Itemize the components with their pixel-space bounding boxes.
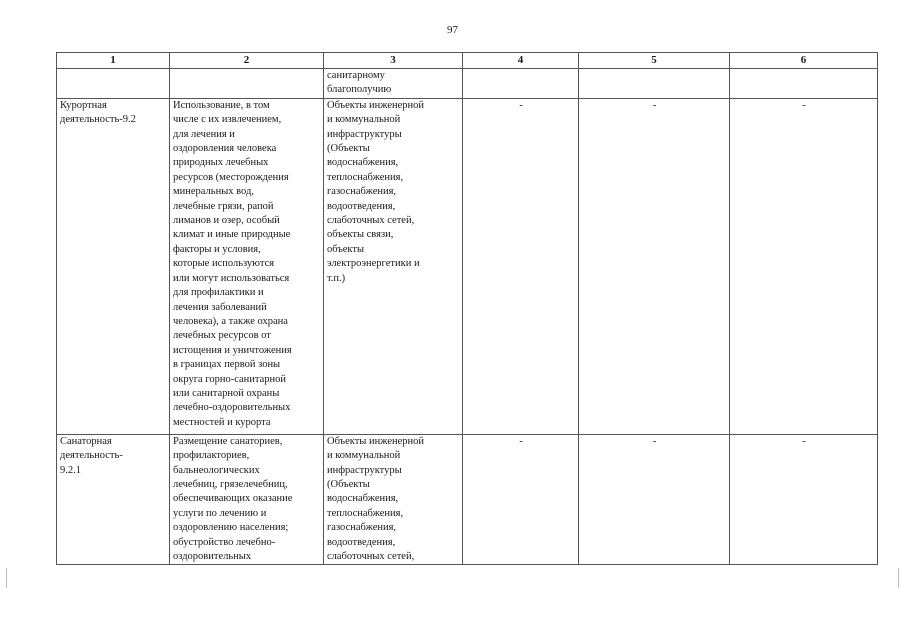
cell-text-line: обустройство лечебно-: [173, 536, 276, 548]
cell-text-line: газоснабжения,: [327, 522, 397, 534]
cell-text-line: для профилактики и: [173, 287, 264, 299]
row-description-cell: [170, 69, 324, 99]
row-objects-cell: [324, 69, 463, 99]
cell-text-line: бальнеологических: [173, 464, 260, 476]
column-header-2: 2: [170, 53, 324, 69]
page-number: 97: [447, 24, 458, 36]
cell-text-line: которые используются: [173, 258, 275, 270]
cell-text-line: местностей и курорта: [173, 416, 271, 428]
table-row: [57, 69, 878, 99]
cell-text-line: т.п.): [327, 272, 346, 284]
cell-text-line: истощения и уничтожения: [173, 344, 292, 356]
cell-text-line: факторы и условия,: [173, 243, 261, 255]
cell-text-line: оздоровительных: [173, 551, 252, 563]
cell-text-line: водоснабжения,: [327, 493, 399, 505]
cell-text-line: и коммунальной: [327, 450, 401, 462]
cell-text-line: лиманов и озер, особый: [173, 215, 280, 227]
cell-text-line: водоотведения,: [327, 536, 396, 548]
column-header-4: 4: [463, 53, 579, 69]
row-description-cell: [170, 434, 324, 565]
document-table: [56, 52, 878, 565]
cell-text-line: Объекты инженерной: [327, 435, 425, 447]
row-description-cell: [170, 98, 324, 434]
cell-text-line: водоотведения,: [327, 200, 396, 212]
row-name-cell: [57, 69, 170, 99]
cell-text-line: климат и иные природные: [173, 229, 291, 241]
column-header-5: 5: [579, 53, 730, 69]
cell-text-line: деятельность-: [60, 450, 123, 462]
cell-text-line: для лечения и: [173, 128, 235, 140]
cell-text-line: человека), а также охрана: [173, 315, 288, 327]
cell-text-line: и коммунальной: [327, 114, 401, 126]
cell-text-line: Санаторная: [60, 435, 112, 447]
row-objects-cell: [324, 98, 463, 434]
cell-text-line: Курортная: [60, 99, 107, 111]
row-col5-cell: -: [579, 434, 730, 565]
cell-text-line: обеспечивающих оказание: [173, 493, 293, 505]
row-col4-cell: [463, 69, 579, 99]
cell-text-line: инфраструктуры: [327, 464, 402, 476]
column-header-1: 1: [57, 53, 170, 69]
cell-text-line: водоснабжения,: [327, 157, 399, 169]
cell-text-line: Размещение санаториев,: [173, 435, 283, 447]
cell-text-line: теплоснабжения,: [327, 171, 404, 183]
cell-text-line: минеральных вод,: [173, 186, 254, 198]
cell-text-line: инфраструктуры: [327, 128, 402, 140]
cell-text-line: лечебных ресурсов от: [173, 330, 271, 342]
row-col5-cell: [579, 69, 730, 99]
cell-text-line: (Объекты: [327, 143, 370, 155]
cell-text-line: оздоровления человека: [173, 143, 277, 155]
cell-text-line: санитарному: [327, 70, 385, 81]
cell-text-line: теплоснабжения,: [327, 507, 404, 519]
cell-text-line: лечения заболеваний: [173, 301, 267, 313]
cell-text-line: Использование, в том: [173, 99, 270, 111]
scan-edge-mark-right: [898, 568, 899, 588]
row-col6-cell: -: [730, 98, 878, 434]
cell-text-line: объекты связи,: [327, 229, 394, 241]
row-col6-cell: -: [730, 434, 878, 565]
cell-text-line: лечебниц, грязелечебниц,: [173, 479, 288, 491]
column-header-6: 6: [730, 53, 878, 69]
column-header-3: 3: [324, 53, 463, 69]
row-col6-cell: [730, 69, 878, 99]
cell-text-line: оздоровлению населения;: [173, 522, 289, 534]
cell-text-line: ресурсов (месторождения: [173, 171, 289, 183]
cell-text-line: Объекты инженерной: [327, 99, 425, 111]
cell-text-line: в границах первой зоны: [173, 359, 281, 371]
cell-text-line: электроэнергетики и: [327, 258, 420, 270]
cell-text-line: лечебно-оздоровительных: [173, 402, 291, 414]
cell-text-line: округа горно-санитарной: [173, 373, 287, 385]
row-name-cell: [57, 98, 170, 434]
row-objects-cell: [324, 434, 463, 565]
cell-text-line: деятельность-9.2: [60, 114, 136, 126]
cell-text-line: услуги по лечению и: [173, 507, 267, 519]
cell-text-line: природных лечебных: [173, 157, 269, 169]
row-name-cell: [57, 434, 170, 565]
cell-text-line: профилакториев,: [173, 450, 250, 462]
scan-edge-mark-left: [6, 568, 7, 588]
cell-text-line: или санитарной охраны: [173, 387, 280, 399]
cell-text-line: 9.2.1: [60, 464, 81, 476]
table-row: [57, 98, 878, 434]
table-header-row: [57, 53, 878, 69]
cell-text-line: лечебные грязи, рапой: [173, 200, 274, 212]
cell-text-line: объекты: [327, 243, 365, 255]
cell-text-line: или могут использоваться: [173, 272, 290, 284]
row-col5-cell: -: [579, 98, 730, 434]
cell-text-line: благополучию: [327, 84, 392, 96]
cell-text-line: числе с их извлечением,: [173, 114, 282, 126]
cell-text-line: (Объекты: [327, 479, 370, 491]
row-col4-cell: -: [463, 98, 579, 434]
table-row: [57, 434, 878, 565]
cell-text-line: слаботочных сетей,: [327, 215, 415, 227]
cell-text-line: газоснабжения,: [327, 186, 397, 198]
row-col4-cell: -: [463, 434, 579, 565]
cell-text-line: слаботочных сетей,: [327, 551, 415, 563]
